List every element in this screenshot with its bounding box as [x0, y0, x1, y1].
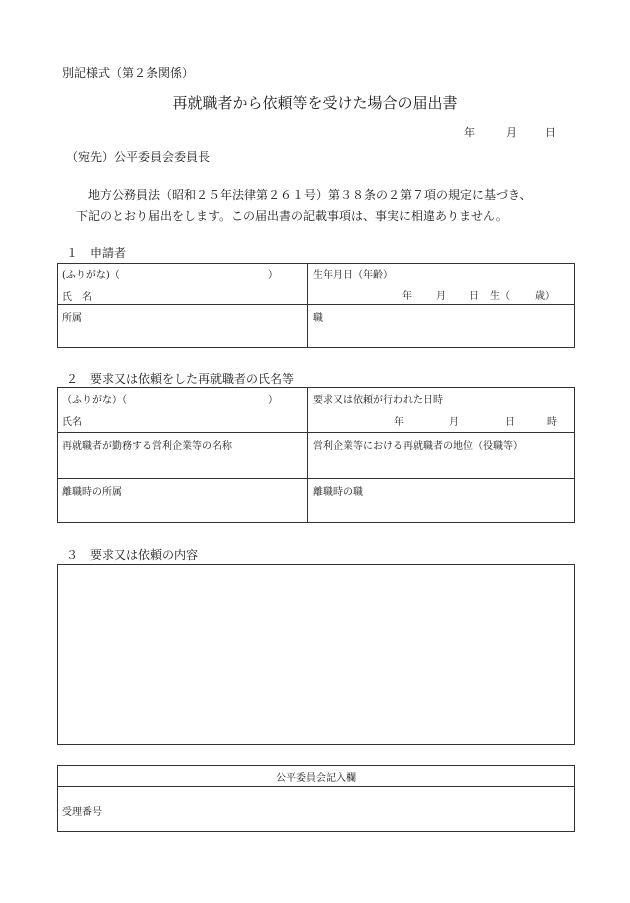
request-content-box: [57, 564, 575, 745]
birth-year: 年: [402, 291, 412, 302]
committee-box-row-line: [57, 786, 575, 787]
applicant-table-divider: [307, 263, 308, 348]
section3-heading: ３ 要求又は依頼の内容: [66, 548, 199, 562]
position-at-leave-label: 離職時の職: [313, 487, 363, 498]
receipt-number-label: 受理番号: [62, 807, 102, 818]
affiliation-label: 所属: [62, 313, 82, 324]
company-name-label: 再就職者が勤務する営利企業等の名称: [62, 441, 232, 452]
request-month: 月: [449, 417, 459, 428]
birth-age-close: 歳）: [535, 291, 555, 302]
reemployee-furigana-open: （ふりがな）（: [62, 395, 127, 406]
birth-day: 日: [469, 291, 479, 302]
addressee: （宛先）公平委員会委員長: [66, 150, 211, 164]
intro-line-1: 地方公務員法（昭和２５年法律第２６１号）第３８条の２第７項の規定に基づき、: [88, 188, 532, 202]
date-month: 月: [506, 126, 517, 139]
applicant-table-row-line: [57, 304, 575, 305]
reemployee-table-divider: [307, 387, 308, 523]
reemployee-table-row-line-1: [57, 432, 575, 433]
request-datetime-label: 要求又は依頼が行われた日時: [313, 395, 443, 406]
date-year: 年: [464, 126, 475, 139]
applicant-furigana-close: ）: [268, 270, 278, 281]
applicant-name-label: 氏 名: [62, 292, 92, 303]
request-year: 年: [394, 417, 404, 428]
reemployee-table: [57, 387, 575, 523]
birth-age-open: 生（: [490, 291, 510, 302]
applicant-furigana-open: (ふりがな)（: [62, 270, 120, 281]
section2-heading: ２ 要求又は依頼をした再就職者の氏名等: [66, 372, 295, 386]
intro-line-2: 下記のとおり届出をします。この届出書の記載事項は、事実に相違ありません。: [76, 209, 508, 223]
position-label: 職: [313, 313, 323, 324]
document-title: 再就職者から依頼等を受けた場合の届出書: [172, 94, 458, 112]
form-label: 別記様式（第２条関係）: [62, 66, 195, 80]
reemployee-table-row-line-2: [57, 478, 575, 479]
birth-month: 月: [436, 291, 446, 302]
dept-at-leave-label: 離職時の所属: [62, 487, 122, 498]
request-hour: 時: [547, 417, 557, 428]
reemployee-furigana-close: ）: [268, 395, 278, 406]
request-day: 日: [505, 417, 515, 428]
section1-heading: １ 申請者: [66, 246, 127, 260]
reemployee-name-label: 氏名: [62, 417, 82, 428]
birth-label: 生年月日（年齢）: [313, 270, 393, 281]
date-day: 日: [545, 126, 556, 139]
company-position-label: 営利企業等における再就職者の地位（役職等）: [313, 441, 523, 452]
committee-header: 公平委員会記入欄: [276, 773, 356, 784]
